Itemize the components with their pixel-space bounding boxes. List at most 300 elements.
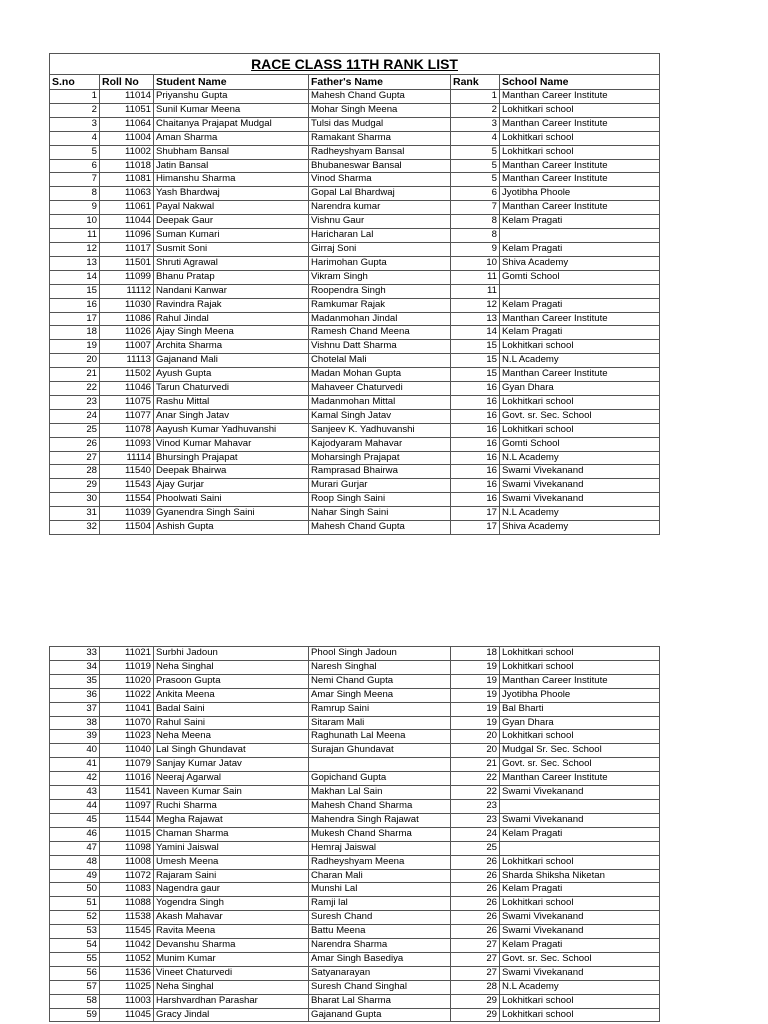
- cell-sno: 45: [50, 813, 100, 827]
- cell-school-name: Manthan Career Institute: [500, 201, 660, 215]
- cell-sno: 1: [50, 90, 100, 104]
- cell-rank: 5: [451, 173, 500, 187]
- cell-sno: 55: [50, 952, 100, 966]
- cell-sno: 49: [50, 869, 100, 883]
- cell-school-name: Swami Vivekanand: [500, 465, 660, 479]
- cell-sno: 56: [50, 966, 100, 980]
- cell-fathers-name: Chotelal Mali: [309, 354, 451, 368]
- cell-sno: 47: [50, 841, 100, 855]
- cell-school-name: [500, 799, 660, 813]
- cell-student-name: Munim Kumar: [154, 952, 309, 966]
- cell-student-name: Bhanu Pratap: [154, 270, 309, 284]
- cell-roll-no: 11093: [100, 437, 154, 451]
- cell-school-name: Kelam Pragati: [500, 298, 660, 312]
- header-fathers-name: Father's Name: [309, 75, 451, 90]
- cell-roll-no: 11040: [100, 744, 154, 758]
- cell-sno: 3: [50, 117, 100, 131]
- rank-table-page-1: [49, 53, 660, 535]
- cell-school-name: Kelam Pragati: [500, 939, 660, 953]
- cell-rank: 10: [451, 256, 500, 270]
- cell-roll-no: 11039: [100, 507, 154, 521]
- cell-sno: 16: [50, 298, 100, 312]
- cell-school-name: N.L Academy: [500, 507, 660, 521]
- cell-student-name: Aman Sharma: [154, 131, 309, 145]
- cell-student-name: Neha Singhal: [154, 660, 309, 674]
- cell-rank: 19: [451, 716, 500, 730]
- cell-roll-no: 11538: [100, 911, 154, 925]
- cell-fathers-name: Naresh Singhal: [309, 660, 451, 674]
- cell-student-name: Prasoon Gupta: [154, 674, 309, 688]
- cell-rank: 29: [451, 1008, 500, 1022]
- cell-student-name: Harshvardhan Parashar: [154, 994, 309, 1008]
- table-row: [50, 451, 660, 465]
- cell-roll-no: 11002: [100, 145, 154, 159]
- cell-fathers-name: Ramakant Sharma: [309, 131, 451, 145]
- cell-fathers-name: Ramprasad Bhairwa: [309, 465, 451, 479]
- table-row: [50, 507, 660, 521]
- table-row: [50, 952, 660, 966]
- title-row: [50, 54, 660, 75]
- cell-student-name: Himanshu Sharma: [154, 173, 309, 187]
- cell-fathers-name: Ramrup Saini: [309, 702, 451, 716]
- cell-sno: 54: [50, 939, 100, 953]
- cell-rank: 20: [451, 744, 500, 758]
- cell-fathers-name: Murari Gurjar: [309, 479, 451, 493]
- cell-student-name: Payal Nakwal: [154, 201, 309, 215]
- cell-school-name: Mudgal Sr. Sec. School: [500, 744, 660, 758]
- cell-rank: 16: [451, 437, 500, 451]
- cell-sno: 53: [50, 925, 100, 939]
- cell-student-name: Rahul Saini: [154, 716, 309, 730]
- cell-rank: 4: [451, 131, 500, 145]
- cell-school-name: Manthan Career Institute: [500, 90, 660, 104]
- cell-student-name: Gracy Jindal: [154, 1008, 309, 1022]
- table-row: [50, 354, 660, 368]
- cell-fathers-name: Satyanarayan: [309, 966, 451, 980]
- cell-sno: 57: [50, 980, 100, 994]
- cell-roll-no: 11504: [100, 521, 154, 535]
- cell-fathers-name: Ramkumar Rajak: [309, 298, 451, 312]
- cell-student-name: Nandani Kanwar: [154, 284, 309, 298]
- cell-sno: 29: [50, 479, 100, 493]
- cell-student-name: Devanshu Sharma: [154, 939, 309, 953]
- cell-school-name: N.L Academy: [500, 980, 660, 994]
- cell-roll-no: 11023: [100, 730, 154, 744]
- page-title: RACE CLASS 11TH RANK LIST: [50, 54, 660, 75]
- cell-fathers-name: Roop Singh Saini: [309, 493, 451, 507]
- cell-sno: 5: [50, 145, 100, 159]
- cell-student-name: Jatin Bansal: [154, 159, 309, 173]
- table-row: [50, 215, 660, 229]
- cell-sno: 35: [50, 674, 100, 688]
- cell-school-name: Shiva Academy: [500, 521, 660, 535]
- cell-fathers-name: Sanjeev K. Yadhuvanshi: [309, 423, 451, 437]
- table-row: [50, 994, 660, 1008]
- cell-student-name: Yamini Jaiswal: [154, 841, 309, 855]
- cell-student-name: Ravita Meena: [154, 925, 309, 939]
- cell-student-name: Susmit Soni: [154, 242, 309, 256]
- cell-school-name: Manthan Career Institute: [500, 159, 660, 173]
- cell-student-name: Neeraj Agarwal: [154, 772, 309, 786]
- cell-fathers-name: Gopichand Gupta: [309, 772, 451, 786]
- cell-roll-no: 11081: [100, 173, 154, 187]
- cell-school-name: Shiva Academy: [500, 256, 660, 270]
- table-row: [50, 925, 660, 939]
- cell-sno: 44: [50, 799, 100, 813]
- table-row: [50, 465, 660, 479]
- cell-student-name: Phoolwati Saini: [154, 493, 309, 507]
- cell-school-name: Lokhitkari school: [500, 994, 660, 1008]
- cell-school-name: Gomti School: [500, 270, 660, 284]
- cell-sno: 6: [50, 159, 100, 173]
- cell-fathers-name: Battu Meena: [309, 925, 451, 939]
- table-row: [50, 256, 660, 270]
- cell-student-name: Surbhi Jadoun: [154, 647, 309, 661]
- cell-sno: 59: [50, 1008, 100, 1022]
- cell-fathers-name: Haricharan Lal: [309, 229, 451, 243]
- table-row: [50, 173, 660, 187]
- cell-fathers-name: Vinod Sharma: [309, 173, 451, 187]
- cell-fathers-name: Harimohan Gupta: [309, 256, 451, 270]
- table-row: [50, 660, 660, 674]
- cell-fathers-name: Amar Singh Basediya: [309, 952, 451, 966]
- cell-roll-no: 11536: [100, 966, 154, 980]
- cell-school-name: Lokhitkari school: [500, 340, 660, 354]
- cell-roll-no: 11014: [100, 90, 154, 104]
- cell-sno: 41: [50, 758, 100, 772]
- cell-school-name: Swami Vivekanand: [500, 479, 660, 493]
- cell-fathers-name: Suresh Chand Singhal: [309, 980, 451, 994]
- cell-student-name: Ashish Gupta: [154, 521, 309, 535]
- table-row: [50, 758, 660, 772]
- cell-student-name: Vinod Kumar Mahavar: [154, 437, 309, 451]
- table-row: [50, 201, 660, 215]
- cell-rank: 26: [451, 911, 500, 925]
- cell-student-name: Yash Bhardwaj: [154, 187, 309, 201]
- cell-roll-no: 11042: [100, 939, 154, 953]
- cell-sno: 12: [50, 242, 100, 256]
- cell-roll-no: 11097: [100, 799, 154, 813]
- header-rank: Rank: [451, 75, 500, 90]
- cell-sno: 23: [50, 395, 100, 409]
- cell-student-name: Chaman Sharma: [154, 827, 309, 841]
- table-row: [50, 647, 660, 661]
- cell-student-name: Ajay Gurjar: [154, 479, 309, 493]
- cell-roll-no: 11063: [100, 187, 154, 201]
- table-row: [50, 242, 660, 256]
- table-row: [50, 772, 660, 786]
- cell-roll-no: 11078: [100, 423, 154, 437]
- table-row: [50, 827, 660, 841]
- cell-rank: 14: [451, 326, 500, 340]
- cell-school-name: Swami Vivekanand: [500, 966, 660, 980]
- table-row: [50, 813, 660, 827]
- cell-roll-no: 11041: [100, 702, 154, 716]
- cell-fathers-name: Vishnu Datt Sharma: [309, 340, 451, 354]
- table-row: [50, 1008, 660, 1022]
- cell-roll-no: 11045: [100, 1008, 154, 1022]
- cell-sno: 11: [50, 229, 100, 243]
- table-row: [50, 869, 660, 883]
- cell-fathers-name: Nahar Singh Saini: [309, 507, 451, 521]
- cell-school-name: Govt. sr. Sec. School: [500, 409, 660, 423]
- cell-fathers-name: Gopal Lal Bhardwaj: [309, 187, 451, 201]
- cell-student-name: Ruchi Sharma: [154, 799, 309, 813]
- cell-sno: 31: [50, 507, 100, 521]
- cell-fathers-name: Mahesh Chand Sharma: [309, 799, 451, 813]
- cell-roll-no: 11544: [100, 813, 154, 827]
- cell-fathers-name: Madanmohan Jindal: [309, 312, 451, 326]
- table-row: [50, 90, 660, 104]
- cell-fathers-name: Raghunath Lal Meena: [309, 730, 451, 744]
- cell-rank: 5: [451, 159, 500, 173]
- table-row: [50, 521, 660, 535]
- cell-sno: 42: [50, 772, 100, 786]
- cell-roll-no: 11072: [100, 869, 154, 883]
- cell-sno: 27: [50, 451, 100, 465]
- cell-rank: 3: [451, 117, 500, 131]
- cell-sno: 4: [50, 131, 100, 145]
- cell-student-name: Nagendra gaur: [154, 883, 309, 897]
- cell-rank: 15: [451, 340, 500, 354]
- cell-roll-no: 11113: [100, 354, 154, 368]
- cell-student-name: Archita Sharma: [154, 340, 309, 354]
- cell-roll-no: 11026: [100, 326, 154, 340]
- cell-school-name: Manthan Career Institute: [500, 312, 660, 326]
- cell-fathers-name: [309, 758, 451, 772]
- cell-rank: 29: [451, 994, 500, 1008]
- cell-sno: 17: [50, 312, 100, 326]
- cell-roll-no: 11051: [100, 103, 154, 117]
- cell-sno: 10: [50, 215, 100, 229]
- cell-fathers-name: Suresh Chand: [309, 911, 451, 925]
- table-row: [50, 409, 660, 423]
- cell-student-name: Deepak Gaur: [154, 215, 309, 229]
- table-row: [50, 326, 660, 340]
- cell-roll-no: 11021: [100, 647, 154, 661]
- cell-roll-no: 11052: [100, 952, 154, 966]
- cell-roll-no: 11540: [100, 465, 154, 479]
- table-row: [50, 117, 660, 131]
- cell-rank: 15: [451, 368, 500, 382]
- table-row: [50, 284, 660, 298]
- cell-roll-no: 11098: [100, 841, 154, 855]
- table-row: [50, 897, 660, 911]
- table-row: [50, 730, 660, 744]
- cell-rank: 2: [451, 103, 500, 117]
- cell-student-name: Priyanshu Gupta: [154, 90, 309, 104]
- cell-rank: 26: [451, 883, 500, 897]
- cell-school-name: Manthan Career Institute: [500, 117, 660, 131]
- cell-fathers-name: Bhubaneswar Bansal: [309, 159, 451, 173]
- cell-sno: 43: [50, 786, 100, 800]
- cell-rank: 16: [451, 423, 500, 437]
- cell-sno: 52: [50, 911, 100, 925]
- cell-sno: 26: [50, 437, 100, 451]
- cell-rank: 22: [451, 786, 500, 800]
- cell-roll-no: 11077: [100, 409, 154, 423]
- cell-sno: 25: [50, 423, 100, 437]
- cell-sno: 39: [50, 730, 100, 744]
- table-row: [50, 103, 660, 117]
- table-row: [50, 744, 660, 758]
- cell-rank: 17: [451, 521, 500, 535]
- cell-school-name: Kelam Pragati: [500, 883, 660, 897]
- cell-roll-no: 11096: [100, 229, 154, 243]
- cell-school-name: Jyotibha Phoole: [500, 187, 660, 201]
- cell-sno: 13: [50, 256, 100, 270]
- cell-school-name: Kelam Pragati: [500, 215, 660, 229]
- cell-rank: 25: [451, 841, 500, 855]
- cell-roll-no: 11022: [100, 688, 154, 702]
- cell-fathers-name: Tulsi das Mudgal: [309, 117, 451, 131]
- cell-student-name: Gajanand Mali: [154, 354, 309, 368]
- cell-sno: 30: [50, 493, 100, 507]
- cell-fathers-name: Roopendra Singh: [309, 284, 451, 298]
- cell-sno: 48: [50, 855, 100, 869]
- cell-rank: 8: [451, 215, 500, 229]
- cell-school-name: Kelam Pragati: [500, 326, 660, 340]
- cell-school-name: Swami Vivekanand: [500, 925, 660, 939]
- cell-student-name: Vineet Chaturvedi: [154, 966, 309, 980]
- cell-roll-no: 11112: [100, 284, 154, 298]
- cell-roll-no: 11007: [100, 340, 154, 354]
- cell-roll-no: 11086: [100, 312, 154, 326]
- cell-school-name: Kelam Pragati: [500, 827, 660, 841]
- cell-school-name: Swami Vivekanand: [500, 911, 660, 925]
- cell-fathers-name: Radheyshyam Bansal: [309, 145, 451, 159]
- cell-school-name: Swami Vivekanand: [500, 813, 660, 827]
- cell-school-name: Gyan Dhara: [500, 382, 660, 396]
- table-row: [50, 298, 660, 312]
- cell-rank: 26: [451, 855, 500, 869]
- cell-school-name: Lokhitkari school: [500, 103, 660, 117]
- table-row: [50, 187, 660, 201]
- cell-rank: 26: [451, 897, 500, 911]
- cell-student-name: Anar Singh Jatav: [154, 409, 309, 423]
- cell-school-name: Govt. sr. Sec. School: [500, 952, 660, 966]
- table-row: [50, 841, 660, 855]
- cell-roll-no: 11079: [100, 758, 154, 772]
- cell-school-name: Manthan Career Institute: [500, 674, 660, 688]
- cell-fathers-name: Mukesh Chand Sharma: [309, 827, 451, 841]
- table-row: [50, 382, 660, 396]
- cell-roll-no: 11114: [100, 451, 154, 465]
- cell-student-name: Bhursingh Prajapat: [154, 451, 309, 465]
- cell-rank: 17: [451, 507, 500, 521]
- cell-school-name: [500, 841, 660, 855]
- table-row: [50, 368, 660, 382]
- cell-school-name: Gomti School: [500, 437, 660, 451]
- cell-fathers-name: Amar Singh Meena: [309, 688, 451, 702]
- table-row: [50, 786, 660, 800]
- cell-rank: 16: [451, 382, 500, 396]
- table-row: [50, 270, 660, 284]
- cell-school-name: N.L Academy: [500, 354, 660, 368]
- cell-fathers-name: Madanmohan Mittal: [309, 395, 451, 409]
- cell-student-name: Rashu Mittal: [154, 395, 309, 409]
- cell-school-name: N.L Academy: [500, 451, 660, 465]
- table-row: [50, 395, 660, 409]
- cell-student-name: Ravindra Rajak: [154, 298, 309, 312]
- cell-fathers-name: Munshi Lal: [309, 883, 451, 897]
- cell-student-name: Rahul Jindal: [154, 312, 309, 326]
- table-row: [50, 883, 660, 897]
- cell-rank: 8: [451, 229, 500, 243]
- cell-fathers-name: Vishnu Gaur: [309, 215, 451, 229]
- cell-student-name: Yogendra Singh: [154, 897, 309, 911]
- cell-fathers-name: Mohar Singh Meena: [309, 103, 451, 117]
- cell-student-name: Ankita Meena: [154, 688, 309, 702]
- cell-roll-no: 11501: [100, 256, 154, 270]
- cell-school-name: [500, 229, 660, 243]
- rank-table-page-2: [49, 646, 660, 1022]
- cell-fathers-name: Phool Singh Jadoun: [309, 647, 451, 661]
- cell-school-name: Manthan Career Institute: [500, 772, 660, 786]
- header-roll-no: Roll No: [100, 75, 154, 90]
- cell-roll-no: 11044: [100, 215, 154, 229]
- cell-school-name: Jyotibha Phoole: [500, 688, 660, 702]
- cell-roll-no: 11016: [100, 772, 154, 786]
- cell-fathers-name: Narendra Sharma: [309, 939, 451, 953]
- cell-rank: 23: [451, 799, 500, 813]
- cell-sno: 58: [50, 994, 100, 1008]
- cell-roll-no: 11099: [100, 270, 154, 284]
- table-row: [50, 688, 660, 702]
- cell-roll-no: 11075: [100, 395, 154, 409]
- cell-rank: 26: [451, 925, 500, 939]
- cell-school-name: Lokhitkari school: [500, 395, 660, 409]
- cell-school-name: Lokhitkari school: [500, 647, 660, 661]
- table-row: [50, 423, 660, 437]
- cell-fathers-name: Radheyshyam Meena: [309, 855, 451, 869]
- cell-roll-no: 11020: [100, 674, 154, 688]
- cell-school-name: Lokhitkari school: [500, 730, 660, 744]
- header-row: [50, 75, 660, 90]
- cell-sno: 18: [50, 326, 100, 340]
- cell-roll-no: 11030: [100, 298, 154, 312]
- cell-school-name: Manthan Career Institute: [500, 368, 660, 382]
- cell-rank: 19: [451, 702, 500, 716]
- cell-student-name: Sunil Kumar Meena: [154, 103, 309, 117]
- cell-sno: 28: [50, 465, 100, 479]
- cell-fathers-name: Mahendra Singh Rajawat: [309, 813, 451, 827]
- cell-rank: 13: [451, 312, 500, 326]
- cell-student-name: Badal Saini: [154, 702, 309, 716]
- cell-rank: 16: [451, 451, 500, 465]
- table-row: [50, 799, 660, 813]
- cell-sno: 21: [50, 368, 100, 382]
- cell-sno: 20: [50, 354, 100, 368]
- cell-rank: 24: [451, 827, 500, 841]
- cell-rank: 16: [451, 493, 500, 507]
- cell-student-name: Aayush Kumar Yadhuvanshi: [154, 423, 309, 437]
- cell-student-name: Rajaram Saini: [154, 869, 309, 883]
- cell-fathers-name: Madan Mohan Gupta: [309, 368, 451, 382]
- cell-rank: 19: [451, 660, 500, 674]
- cell-sno: 22: [50, 382, 100, 396]
- cell-roll-no: 11008: [100, 855, 154, 869]
- cell-roll-no: 11003: [100, 994, 154, 1008]
- cell-rank: 27: [451, 939, 500, 953]
- cell-rank: 23: [451, 813, 500, 827]
- cell-roll-no: 11543: [100, 479, 154, 493]
- cell-school-name: Manthan Career Institute: [500, 173, 660, 187]
- cell-sno: 8: [50, 187, 100, 201]
- table-row: [50, 340, 660, 354]
- cell-roll-no: 11070: [100, 716, 154, 730]
- table-row: [50, 493, 660, 507]
